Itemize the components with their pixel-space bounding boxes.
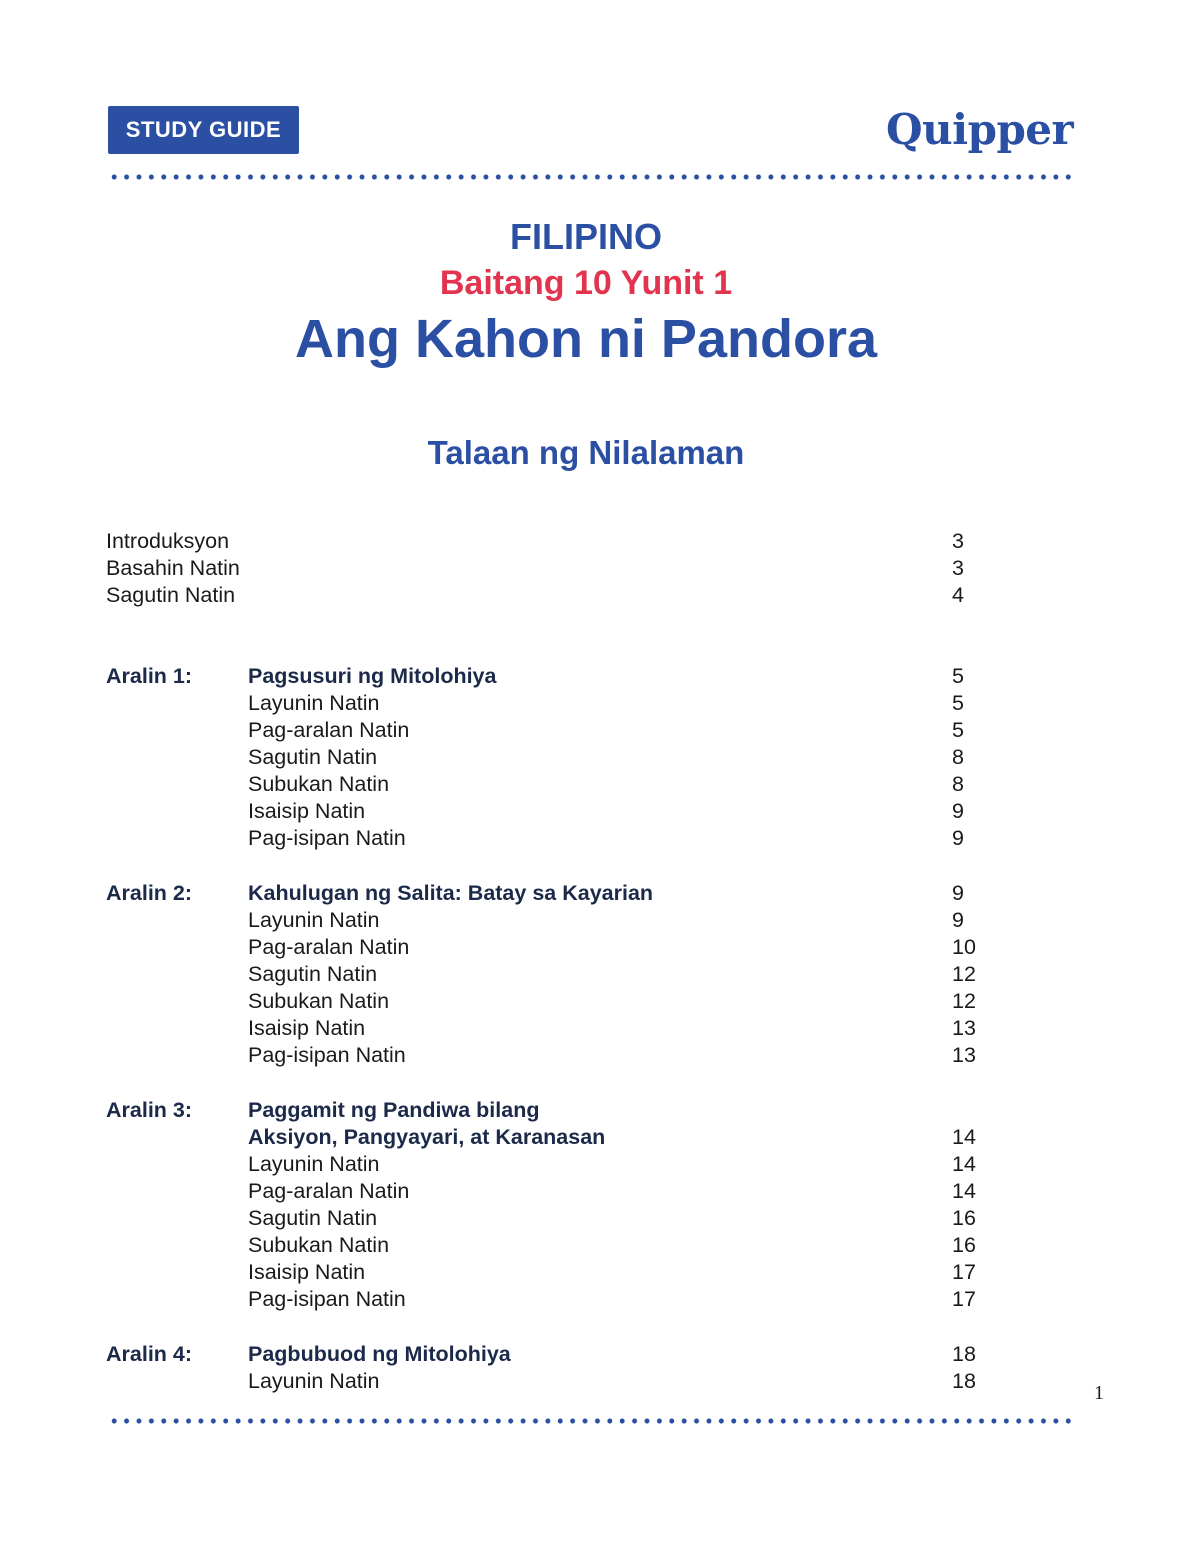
- toc-entry-page: 16: [952, 1206, 976, 1230]
- toc-row-basahin[interactable]: [106, 555, 1006, 582]
- toc-entry-label: Sagutin Natin: [248, 745, 378, 769]
- toc-row[interactable]: [106, 1178, 1006, 1205]
- toc-entry-page: 9: [952, 799, 964, 823]
- lesson-2-header[interactable]: [106, 880, 1006, 907]
- toc-entry-page: 16: [952, 1233, 976, 1257]
- toc-entry-label: Subukan Natin: [248, 772, 390, 796]
- toc-entry-label: Isaisip Natin: [248, 1016, 366, 1040]
- toc-row[interactable]: [106, 744, 1006, 771]
- toc-entry-label: Pag-isipan Natin: [248, 1043, 406, 1067]
- toc-row[interactable]: [106, 771, 1006, 798]
- toc-entry-label: Layunin Natin: [248, 1152, 380, 1176]
- grade-unit-heading: Baitang 10 Yunit 1: [439, 264, 733, 302]
- toc-row[interactable]: [106, 1259, 1006, 1286]
- toc-entry-page: 14: [952, 1152, 976, 1176]
- lesson-label: Aralin 2:: [106, 881, 193, 905]
- toc-row[interactable]: [106, 961, 1006, 988]
- toc-row[interactable]: [106, 1286, 1006, 1313]
- toc-entry-label: Pag-isipan Natin: [248, 826, 406, 850]
- toc-entry-label: Basahin Natin: [106, 556, 240, 580]
- toc-entry-label: Layunin Natin: [248, 691, 380, 715]
- lesson-3-header[interactable]: [106, 1097, 1006, 1124]
- toc-row[interactable]: [106, 825, 1006, 852]
- toc-row[interactable]: [106, 1232, 1006, 1259]
- toc-row[interactable]: [106, 988, 1006, 1015]
- lesson-title: Pagsusuri ng Mitolohiya: [248, 664, 497, 688]
- toc-entry-label: Sagutin Natin: [106, 583, 236, 607]
- toc-entry-label: Subukan Natin: [248, 989, 390, 1013]
- toc-entry-page: 13: [952, 1016, 976, 1040]
- toc-row-intro[interactable]: [106, 528, 1006, 555]
- toc-entry-label: Introduksyon: [106, 529, 230, 553]
- toc-row[interactable]: [106, 798, 1006, 825]
- toc-entry-page: 3: [952, 556, 964, 580]
- toc-row[interactable]: [106, 1151, 1006, 1178]
- lesson-label: Aralin 4:: [106, 1342, 193, 1366]
- toc-entry-page: 5: [952, 718, 964, 742]
- lesson-4-header[interactable]: [106, 1341, 1006, 1368]
- toc-entry-page: 12: [952, 962, 976, 986]
- toc-entry-page: 9: [952, 908, 964, 932]
- toc-row[interactable]: [106, 717, 1006, 744]
- toc-entry-page: 5: [952, 691, 964, 715]
- toc-entry-page: 17: [952, 1260, 976, 1284]
- toc-title: Talaan ng Nilalaman: [427, 434, 745, 471]
- lesson-title: Kahulugan ng Salita: Batay sa Kayarian: [248, 881, 654, 905]
- lesson-label: Aralin 1:: [106, 664, 193, 688]
- quipper-logo: Quipper: [886, 105, 1074, 154]
- toc-entry-label: Pag-aralan Natin: [248, 1179, 410, 1203]
- toc-entry-label: Pag-isipan Natin: [248, 1287, 406, 1311]
- toc-entry-label: Pag-aralan Natin: [248, 935, 410, 959]
- toc-entry-page: 18: [952, 1369, 976, 1393]
- toc-row[interactable]: [106, 1015, 1006, 1042]
- lesson-title: Paggamit ng Pandiwa bilang: [248, 1098, 540, 1122]
- table-of-contents: [106, 528, 1006, 1395]
- toc-entry-label: Layunin Natin: [248, 1369, 380, 1393]
- page-number: 1: [1094, 1382, 1104, 1404]
- toc-entry-page: 4: [952, 583, 964, 607]
- toc-entry-page: 17: [952, 1287, 976, 1311]
- toc-row[interactable]: [106, 1368, 1006, 1395]
- toc-entry-label: Subukan Natin: [248, 1233, 390, 1257]
- toc-entry-page: 3: [952, 529, 964, 553]
- lesson-title: Aksiyon, Pangyayari, at Karanasan: [248, 1125, 606, 1149]
- toc-entry-label: Sagutin Natin: [248, 962, 378, 986]
- bottom-dotted-divider: [108, 1418, 1074, 1424]
- toc-entry-label: Isaisip Natin: [248, 799, 366, 823]
- lesson-title: Pagbubuod ng Mitolohiya: [248, 1342, 511, 1366]
- toc-entry-label: Layunin Natin: [248, 908, 380, 932]
- toc-entry-page: 10: [952, 935, 976, 959]
- toc-entry-page: 13: [952, 1043, 976, 1067]
- subject-heading: FILIPINO: [510, 216, 662, 257]
- toc-row[interactable]: [106, 690, 1006, 717]
- lesson-3-header-cont[interactable]: [106, 1124, 1006, 1151]
- toc-entry-page: 18: [952, 1342, 976, 1366]
- top-dotted-divider: [108, 174, 1074, 180]
- lesson-label: Aralin 3:: [106, 1098, 193, 1122]
- toc-entry-page: 8: [952, 745, 964, 769]
- toc-row[interactable]: [106, 1042, 1006, 1069]
- toc-entry-label: Pag-aralan Natin: [248, 718, 410, 742]
- toc-entry-label: Sagutin Natin: [248, 1206, 378, 1230]
- toc-entry-page: 5: [952, 664, 964, 688]
- toc-row[interactable]: [106, 1205, 1006, 1232]
- document-title: Ang Kahon ni Pandora: [294, 309, 877, 369]
- toc-entry-page: 9: [952, 826, 964, 850]
- toc-row[interactable]: [106, 907, 1006, 934]
- toc-entry-page: 9: [952, 881, 964, 905]
- toc-entry-label: Isaisip Natin: [248, 1260, 366, 1284]
- study-guide-badge: STUDY GUIDE: [108, 106, 299, 154]
- toc-row[interactable]: [106, 934, 1006, 961]
- lesson-1-header[interactable]: [106, 663, 1006, 690]
- toc-row-sagutin[interactable]: [106, 582, 1006, 609]
- toc-entry-page: 14: [952, 1179, 976, 1203]
- toc-entry-page: 8: [952, 772, 964, 796]
- toc-entry-page: 12: [952, 989, 976, 1013]
- toc-entry-page: 14: [952, 1125, 976, 1149]
